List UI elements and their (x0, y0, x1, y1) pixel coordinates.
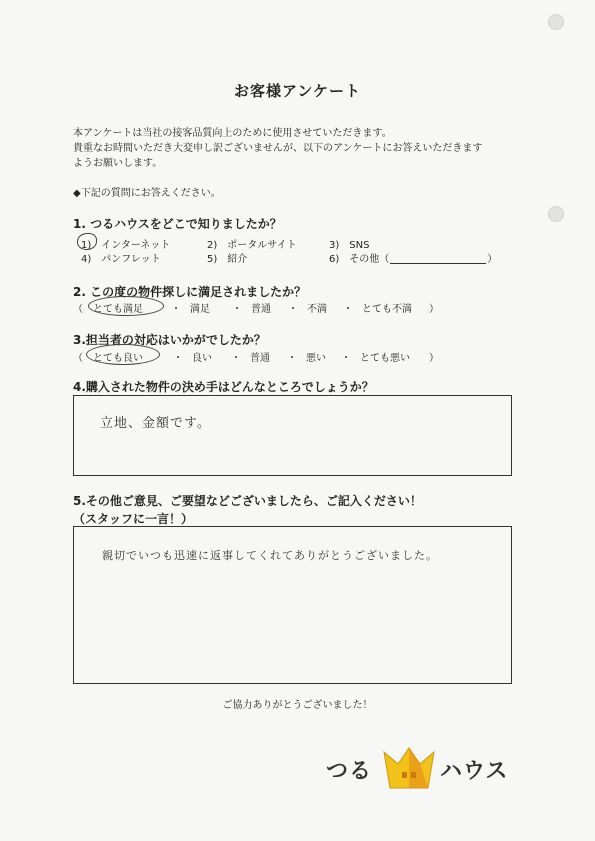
separator: ・ (341, 353, 351, 364)
separator: ・ (287, 353, 297, 364)
other-blank-line[interactable] (390, 253, 486, 264)
tsuru-house-logo (318, 742, 518, 792)
choice-dissatisfied[interactable]: 不満 (307, 304, 327, 315)
separator: ・ (173, 353, 183, 364)
logo-text-right: ハウス (440, 759, 509, 784)
choice-very-bad[interactable]: とても悪い (360, 353, 410, 364)
question-3: 3.担当者の対応はいかがでしたか？ (73, 333, 266, 347)
logo-text-left: つる (326, 759, 373, 784)
choice-very-good[interactable]: とても良い (93, 353, 143, 364)
separator: ・ (232, 304, 242, 315)
intro-line: 貴重なお時間いただき大変申し訳ございませんが、以下のアンケートにお答えいただきます (73, 143, 483, 154)
intro-line: 本アンケートは当社の接客品質向上のために使用させていただきます。 (73, 128, 392, 139)
instruction: ◆下記の質問にお答えください。 (73, 188, 221, 199)
handwritten-answer-q5: 親切でいつも迅速に返事してくれてありがとうございました。 (102, 549, 438, 562)
option-other-label: 6) その他（ (329, 254, 390, 265)
paren-open: （ (73, 353, 83, 364)
question-2: 2. この度の物件探しに満足されましたか？ (73, 285, 307, 299)
option-other[interactable] (329, 250, 497, 265)
thanks-message: ご協力ありがとうございました！ (222, 700, 373, 711)
choice-very-dissatisfied[interactable]: とても不満 (362, 304, 412, 315)
option-referral[interactable]: 5) 紹介 (207, 254, 248, 265)
separator: ・ (288, 304, 298, 315)
intro-line: ようお願いします。 (73, 158, 163, 169)
question-5-sub: （スタッフに一言！） (73, 512, 194, 526)
separator: ・ (231, 353, 241, 364)
answer-box-q5[interactable] (73, 526, 512, 684)
paren-close: ） (429, 304, 439, 315)
answer-box-q4[interactable] (73, 395, 512, 476)
option-pamphlet[interactable]: 4) パンフレット (81, 254, 161, 265)
crane-house-icon (380, 742, 438, 792)
question-1-options (73, 236, 533, 266)
question-4: 4.購入された物件の決め手はどんなところでしょうか？ (73, 380, 374, 394)
page-title: お客様アンケート (233, 82, 362, 100)
separator: ・ (171, 304, 181, 315)
selected-circle-q1 (77, 233, 97, 250)
intro-text (73, 126, 533, 171)
choice-bad[interactable]: 悪い (306, 353, 326, 364)
question-1: 1. つるハウスをどこで知りましたか？ (73, 217, 282, 231)
option-internet[interactable]: 1) インターネット (81, 240, 171, 251)
selected-circle-q3 (86, 344, 160, 365)
paren-close: ） (429, 353, 439, 364)
choice-satisfied[interactable]: 満足 (190, 304, 210, 315)
choice-good[interactable]: 良い (192, 353, 212, 364)
question-5: 5.その他ご意見、ご要望などございましたら、ご記入ください！ (73, 494, 422, 508)
selected-circle-q2 (88, 296, 164, 316)
option-portal-site[interactable]: 2) ポータルサイト (207, 240, 297, 251)
option-other-close: ） (487, 254, 498, 265)
punch-hole (548, 206, 564, 222)
choice-neutral[interactable]: 普通 (250, 353, 270, 364)
choice-very-satisfied[interactable]: とても満足 (93, 304, 143, 315)
punch-hole (548, 14, 564, 30)
option-sns[interactable]: 3) SNS (329, 240, 370, 251)
choice-neutral[interactable]: 普通 (251, 304, 271, 315)
paren-open: （ (73, 304, 83, 315)
separator: ・ (343, 304, 353, 315)
handwritten-answer-q4: 立地、金額です。 (100, 416, 211, 431)
